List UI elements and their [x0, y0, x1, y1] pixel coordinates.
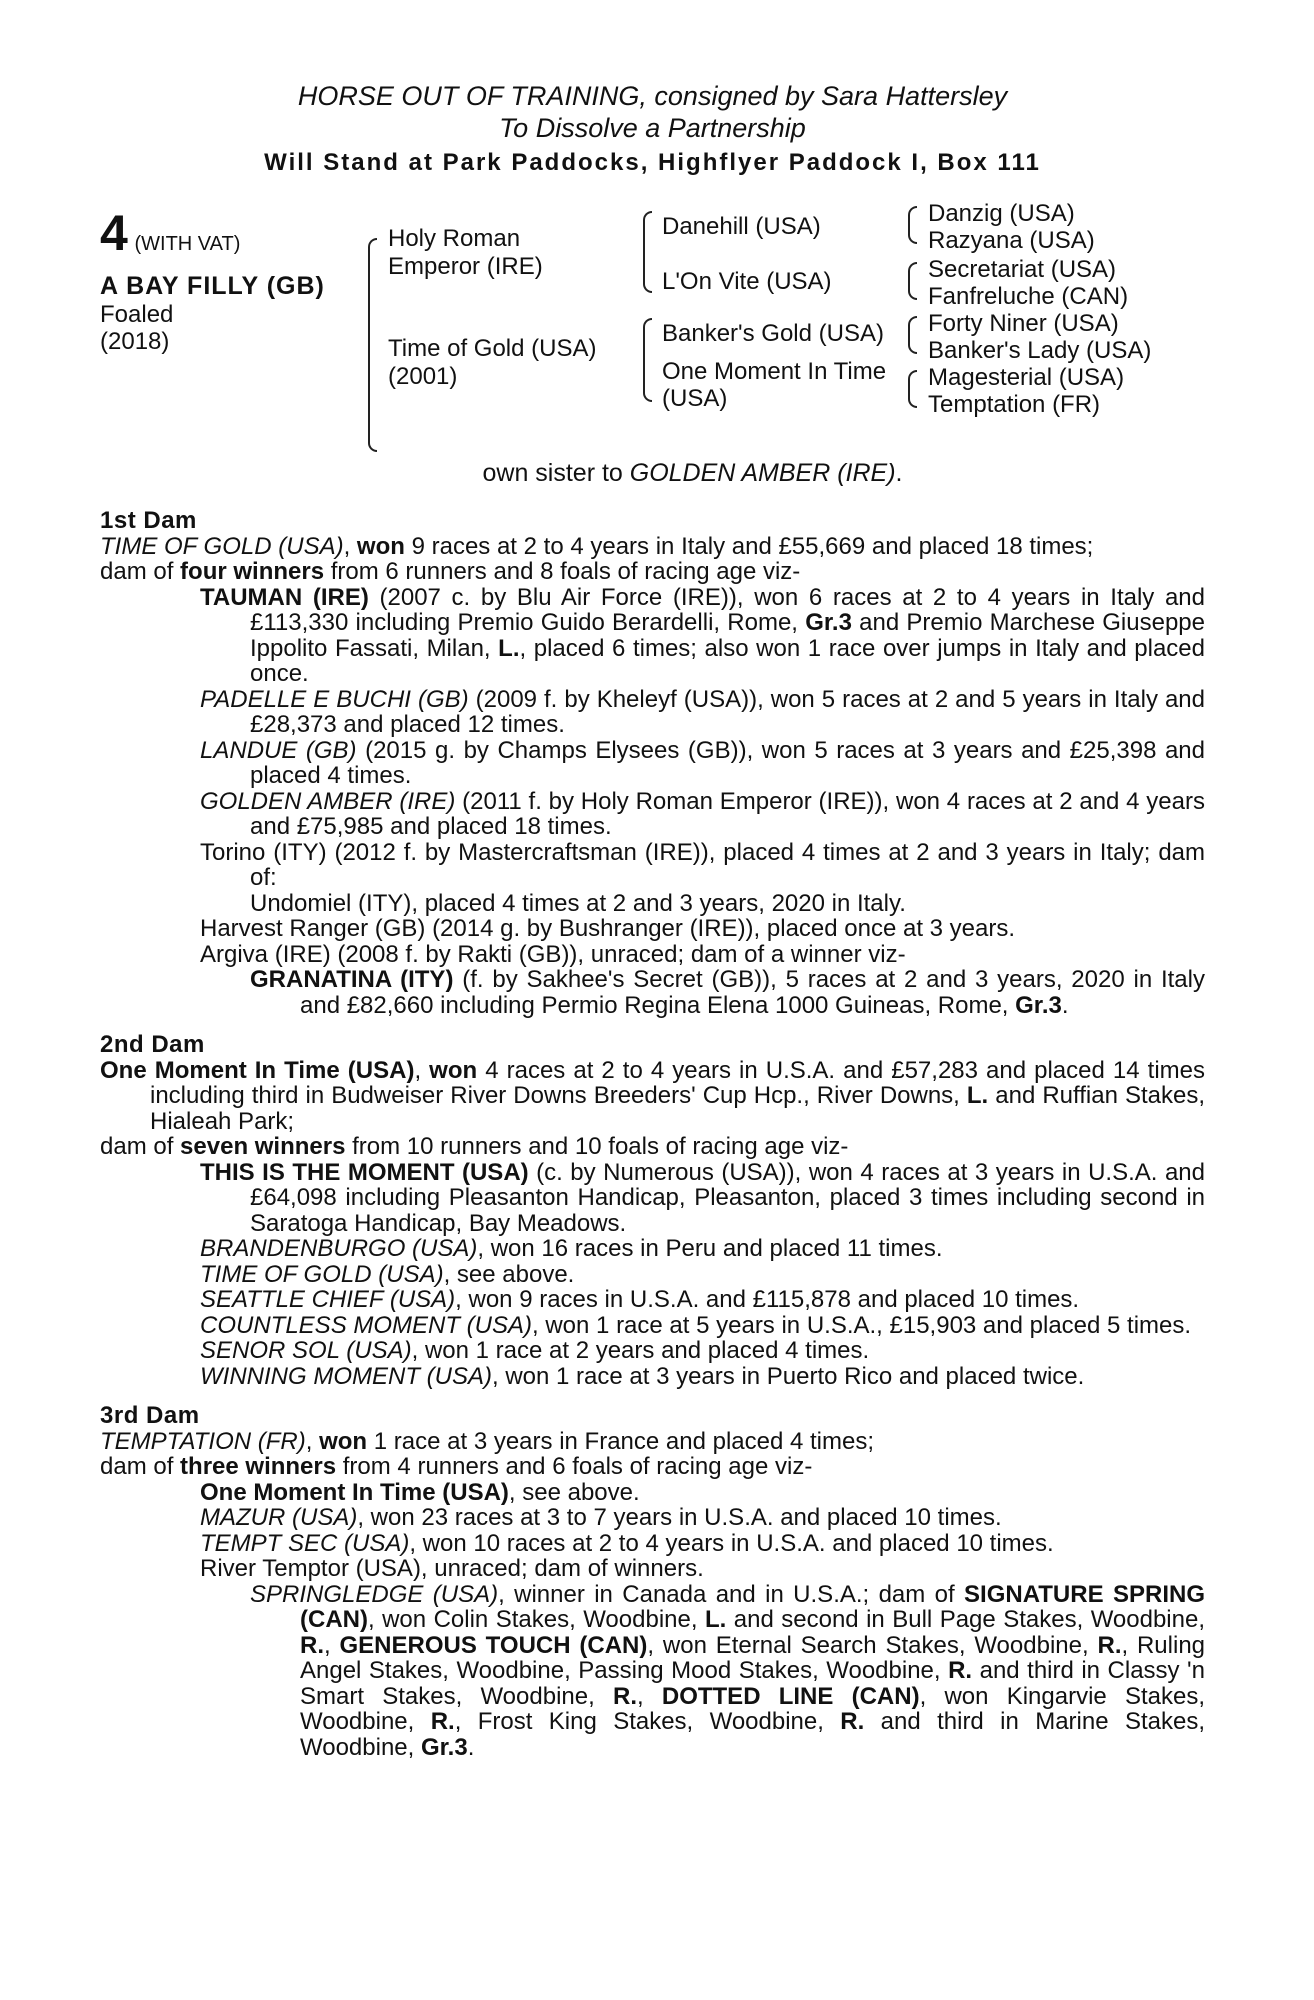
produce-entry	[100, 585, 1205, 687]
produce-name: COUNTLESS MOMENT (USA)	[200, 1311, 533, 1339]
dam-of-label: dam of	[100, 558, 181, 585]
sire-dam-bracket	[368, 238, 377, 452]
second-dam-record-text: and Ruffian Stakes, Hialeah Park;	[150, 1082, 1205, 1135]
sire-name-cont: Emperor (IRE)	[388, 253, 543, 280]
produce-text: (2011 f. by Holy Roman Emperor (IRE)), won 4 races at 2 and 4 years and £75,985 and placed 18 times.	[250, 787, 1205, 840]
winners-count: four winners	[180, 558, 325, 585]
produce-entry	[100, 1364, 1205, 1390]
own-sister-name: GOLDEN AMBER (IRE)	[629, 459, 896, 487]
second-dam-section	[100, 1032, 1205, 1389]
produce-name: SENOR SOL (USA)	[200, 1337, 412, 1364]
produce-entry: River Temptor (USA), unraced; dam of winners.	[200, 1555, 704, 1582]
produce-name: THIS IS THE MOMENT (USA)	[200, 1158, 529, 1186]
produce-name: TEMPT SEC (USA)	[200, 1529, 410, 1557]
produce-text: .	[1061, 991, 1069, 1019]
grand-produce-entry	[100, 1582, 1205, 1761]
produce-text: , won 1 race at 3 years in Puerto Rico and placed twice.	[491, 1362, 1085, 1390]
own-sister-suffix: .	[895, 459, 903, 487]
produce-entry	[100, 1480, 1205, 1506]
dam-sire-sire: Forty Niner (USA)	[928, 310, 1119, 337]
third-dam-record-text: 1 race at 3 years in France and placed 4 times;	[367, 1427, 875, 1455]
lot-name: A BAY FILLY (GB)	[100, 272, 325, 300]
produce-name: LANDUE (GB)	[200, 736, 357, 764]
sire-line-bracket	[643, 211, 652, 293]
restricted-label: R.	[300, 1631, 324, 1659]
produce-text: (c. by Numerous (USA)), won 4 races at 3 years in U.S.A. and £64,098 including Pleasanton Handicap, Pleasanton, placed 3 times including second in Saratoga Handicap, Bay Meadows.	[250, 1158, 1205, 1237]
produce-name: GENEROUS TOUCH (CAN)	[339, 1631, 648, 1659]
produce-text: (2007 c. by Blu Air Force (IRE)), won 6 races at 2 to 4 years in Italy and £113,330 including Premio Guido Berardelli, Rome,	[250, 583, 1205, 636]
dam-name: Time of Gold (USA)	[388, 335, 597, 362]
third-dam-name: TEMPTATION (FR)	[100, 1427, 306, 1455]
produce-name: One Moment In Time (USA)	[200, 1478, 509, 1506]
produce-name: WINNING MOMENT (USA)	[200, 1362, 492, 1390]
pedigree-block	[100, 200, 1205, 453]
third-dam-section	[100, 1403, 1205, 1760]
produce-entry	[100, 1262, 1205, 1288]
vat-label: (WITH VAT)	[134, 233, 241, 255]
listed-label: L.	[704, 1606, 727, 1633]
viz-text: from 6 runners and 8 foals of racing age viz-	[324, 558, 801, 585]
produce-name: PADELLE E BUCHI (GB)	[200, 685, 469, 713]
produce-entry	[100, 1531, 1205, 1557]
second-dam-record: One Moment In Time (USA), won 4 races at 2 to 4 years in U.S.A. and £57,283 and placed 14 times including third in Budweiser River Downs Breeders' Cup Hcp., River Downs, L. and Ruffian Stakes, Hialeah Park;	[100, 1056, 1205, 1135]
produce-name: BRANDENBURGO (USA)	[200, 1235, 478, 1262]
winners-count: three winners	[180, 1453, 337, 1480]
second-dam-record-text: 4 races at 2 to 4 years in U.S.A. and £57,283 and placed 14 times including third in Budweiser River Downs Breeders' Cup Hcp., River Downs,	[150, 1056, 1205, 1109]
second-dam-heading: 2nd Dam	[100, 1031, 205, 1058]
viz-text: from 10 runners and 10 foals of racing age viz-	[345, 1133, 849, 1160]
produce-name: DOTTED LINE (CAN)	[661, 1682, 920, 1710]
sire-dam-dam: Fanfreluche (CAN)	[928, 283, 1129, 310]
sire-sire-sire: Danzig (USA)	[928, 200, 1075, 227]
listed-label: L.	[966, 1082, 989, 1109]
third-dam-produce-summary	[100, 1454, 1205, 1480]
produce-text: , Frost King Stakes, Woodbine,	[454, 1708, 841, 1735]
produce-text: and third in Classy 'n Smart Stakes, Woodbine,	[300, 1657, 1205, 1710]
sire-dam-sire: Secretariat (USA)	[928, 256, 1117, 283]
sire-sire-dam: Razyana (USA)	[928, 227, 1095, 254]
winners-count: seven winners	[180, 1133, 346, 1160]
dam-sire: Banker's Gold (USA)	[662, 320, 884, 347]
produce-entry	[100, 738, 1205, 789]
produce-text: , won Eternal Search Stakes, Woodbine,	[647, 1631, 1098, 1659]
produce-name: SEATTLE CHIEF (USA)	[200, 1286, 456, 1313]
sire-dam: L'On Vite (USA)	[662, 268, 832, 295]
produce-text: , won 1 race at 5 years in U.S.A., £15,903 and placed 5 times.	[532, 1311, 1192, 1339]
produce-text: ,	[636, 1682, 662, 1710]
first-dam-section	[100, 508, 1205, 1018]
grand-produce-entry	[100, 967, 1205, 1018]
produce-entry	[100, 1236, 1205, 1262]
produce-text: , won 1 race at 2 years and placed 4 times.	[411, 1337, 870, 1364]
bracket-4	[908, 370, 917, 408]
restricted-label: R.	[430, 1708, 455, 1735]
produce-name: GOLDEN AMBER (IRE)	[200, 787, 456, 815]
header-reason: To Dissolve a Partnership	[499, 113, 806, 143]
first-dam-produce-summary	[100, 559, 1205, 585]
sire-sire: Danehill (USA)	[662, 213, 821, 240]
dam-sire-dam: Banker's Lady (USA)	[928, 337, 1152, 364]
produce-text: , won 9 races in U.S.A. and £115,878 and placed 10 times.	[455, 1286, 1080, 1313]
produce-entry	[100, 687, 1205, 738]
header-consignor: HORSE OUT OF TRAINING, consigned by Sara Hattersley	[297, 81, 1008, 111]
catalogue-page	[100, 80, 1205, 1760]
produce-text: , won 10 races at 2 to 4 years in U.S.A. and placed 10 times.	[409, 1529, 1054, 1557]
dam-line-bracket	[643, 318, 652, 402]
produce-entry: Argiva (IRE) (2008 f. by Rakti (GB)), unraced; dam of a winner viz-	[200, 940, 906, 968]
produce-text: , see above.	[443, 1260, 575, 1288]
sire-name: Holy Roman	[388, 225, 521, 252]
produce-name: GRANATINA (ITY)	[250, 966, 454, 993]
dam-dam-sire: Magesterial (USA)	[928, 364, 1125, 391]
grand-produce-entry: Undomiel (ITY), placed 4 times at 2 and 3 years, 2020 in Italy.	[250, 889, 906, 917]
first-dam-name: TIME OF GOLD (USA)	[100, 532, 344, 560]
second-dam-name: One Moment In Time (USA)	[100, 1056, 415, 1084]
restricted-label: R.	[1097, 1631, 1122, 1659]
produce-entry	[100, 789, 1205, 840]
produce-text: , won 23 races at 3 to 7 years in U.S.A. and placed 10 times.	[357, 1504, 1002, 1531]
third-dam-heading: 3rd Dam	[100, 1402, 200, 1429]
produce-entry	[100, 1287, 1205, 1313]
produce-text: , Ruling Angel Stakes, Woodbine, Passing Mood Stakes, Woodbine,	[300, 1631, 1206, 1684]
bracket-2	[908, 262, 917, 300]
produce-entry	[100, 1160, 1205, 1237]
own-sister-prefix: own sister to	[482, 459, 630, 487]
produce-name: SIGNATURE SPRING (CAN)	[300, 1580, 1205, 1633]
produce-entry: Harvest Ranger (GB) (2014 g. by Bushranger (IRE)), placed once at 3 years.	[200, 915, 1016, 942]
dam-dam: One Moment In Time	[662, 358, 887, 385]
dam-dam-dam: Temptation (FR)	[928, 391, 1101, 418]
second-dam-produce-summary	[100, 1134, 1205, 1160]
bracket-1	[908, 206, 917, 244]
produce-text: , placed 6 times; also won 1 race over jumps in Italy and placed once.	[250, 634, 1206, 687]
restricted-label: R.	[840, 1708, 865, 1735]
produce-name: TIME OF GOLD (USA)	[200, 1260, 444, 1288]
foaled-label: Foaled	[100, 301, 174, 328]
restricted-label: R.	[948, 1657, 973, 1684]
produce-entry: Torino (ITY) (2012 f. by Mastercraftsman (IRE)), placed 4 times at 2 and 3 years in Italy; dam of:	[200, 838, 1205, 891]
produce-name: MAZUR (USA)	[200, 1504, 358, 1531]
header-location: Will Stand at Park Paddocks, Highflyer Paddock I, Box 111	[264, 149, 1041, 176]
produce-text: (2015 g. by Champs Elysees (GB)), won 5 races at 3 years and £25,398 and placed 4 times.	[250, 736, 1205, 789]
lot-number-line	[100, 205, 241, 261]
produce-text: , won Kingarvie Stakes, Woodbine,	[300, 1682, 1206, 1735]
produce-text: and third in Marine Stakes, Woodbine,	[300, 1708, 1205, 1761]
lot-number: 4	[100, 205, 128, 261]
viz-text: from 4 runners and 6 foals of racing age viz-	[336, 1453, 813, 1480]
produce-entry	[100, 1313, 1205, 1339]
produce-text: ,	[324, 1631, 340, 1659]
produce-text: .	[467, 1733, 475, 1761]
first-dam-heading: 1st Dam	[100, 507, 197, 534]
foaled-year: (2018)	[100, 328, 170, 355]
dam-dam-cont: (USA)	[662, 385, 728, 412]
grade-label: Gr.3	[805, 609, 852, 636]
produce-text: , see above.	[508, 1478, 640, 1506]
restricted-label: R.	[612, 1682, 637, 1710]
produce-text: and Premio Marchese Giuseppe Ippolito Fassati, Milan,	[250, 609, 1206, 662]
grade-label: Gr.3	[1015, 991, 1062, 1019]
own-sister-note	[100, 459, 1205, 488]
grade-label: Gr.3	[420, 1733, 468, 1761]
dam-year: (2001)	[388, 363, 458, 390]
dam-of-label: dam of	[100, 1133, 181, 1160]
dam-of-label: dam of	[100, 1453, 181, 1480]
bracket-3	[908, 316, 917, 354]
produce-text: (f. by Sakhee's Secret (GB)), 5 races at 2 and 3 years, 2020 in Italy and £82,660 including Permio Regina Elena 1000 Guineas, Rome,	[300, 966, 1205, 1019]
first-dam-record: TIME OF GOLD (USA), won 9 races at 2 to 4 years in Italy and £55,669 and placed 18 times;	[100, 532, 1094, 560]
first-dam-record-text: 9 races at 2 to 4 years in Italy and £55,669 and placed 18 times;	[404, 532, 1094, 560]
third-dam-record: TEMPTATION (FR), won 1 race at 3 years in France and placed 4 times;	[100, 1427, 875, 1455]
won-label: won	[429, 1056, 478, 1084]
produce-entry	[100, 1338, 1205, 1364]
produce-entry	[100, 1505, 1205, 1531]
listed-label: L.	[498, 634, 520, 662]
produce-text: , winner in Canada and in U.S.A.; dam of	[498, 1580, 965, 1608]
produce-text: , won 16 races in Peru and placed 11 times.	[477, 1235, 943, 1262]
won-label: won	[319, 1427, 368, 1455]
produce-text: (2009 f. by Kheleyf (USA)), won 5 races at 2 and 5 years in Italy and £28,373 and placed 12 times.	[250, 685, 1205, 738]
produce-name: TAUMAN (IRE)	[200, 583, 369, 611]
produce-text: , won Colin Stakes, Woodbine,	[367, 1606, 705, 1633]
won-label: won	[356, 532, 405, 560]
produce-name: SPRINGLEDGE (USA)	[250, 1580, 499, 1608]
produce-text: and second in Bull Page Stakes, Woodbine,	[726, 1606, 1206, 1633]
